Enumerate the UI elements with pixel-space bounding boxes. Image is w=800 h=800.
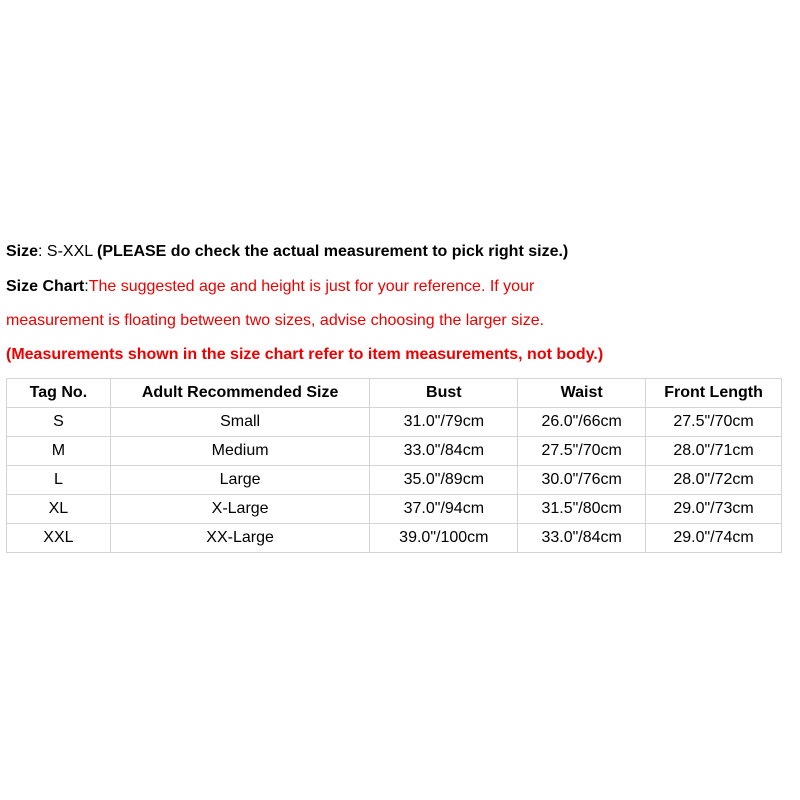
waist-cell: 33.0"/84cm — [518, 524, 646, 553]
header-front-length: Front Length — [646, 379, 782, 408]
front-length-cell: 29.0"/74cm — [646, 524, 782, 553]
size-chart-line — [6, 277, 534, 297]
header-bust: Bust — [370, 379, 518, 408]
size-name-cell: Small — [110, 408, 370, 437]
size-name-cell: Large — [110, 466, 370, 495]
table-row — [7, 524, 782, 553]
waist-cell: 31.5"/80cm — [518, 495, 646, 524]
waist-cell: 30.0"/76cm — [518, 466, 646, 495]
tag-cell: M — [7, 437, 111, 466]
table-row — [7, 408, 782, 437]
front-length-cell: 29.0"/73cm — [646, 495, 782, 524]
item-measurement-note: (Measurements shown in the size chart refer to item measurements, not body.) — [6, 346, 604, 363]
front-length-cell: 28.0"/72cm — [646, 466, 782, 495]
reference-note: The suggested age and height is just for your reference. If your — [88, 278, 535, 295]
size-name-cell: X-Large — [110, 495, 370, 524]
bust-cell: 33.0"/84cm — [370, 437, 518, 466]
table-row — [7, 495, 782, 524]
tag-cell: XXL — [7, 524, 111, 553]
header-tag-no: Tag No. — [7, 379, 111, 408]
size-label: Size — [6, 243, 39, 260]
bust-cell: 37.0"/94cm — [370, 495, 518, 524]
front-length-cell: 28.0"/71cm — [646, 437, 782, 466]
header-adult-size: Adult Recommended Size — [110, 379, 370, 408]
size-name-cell: XX-Large — [110, 524, 370, 553]
waist-cell: 26.0"/66cm — [518, 408, 646, 437]
bust-cell: 35.0"/89cm — [370, 466, 518, 495]
waist-cell: 27.5"/70cm — [518, 437, 646, 466]
header-waist: Waist — [518, 379, 646, 408]
tag-cell: L — [7, 466, 111, 495]
front-length-cell: 27.5"/70cm — [646, 408, 782, 437]
size-range-line — [6, 242, 568, 262]
table-row — [7, 466, 782, 495]
tag-cell: XL — [7, 495, 111, 524]
size-chart-table — [6, 378, 782, 553]
size-chart-separator: : — [84, 278, 89, 295]
size-check-note: (PLEASE do check the actual measurement to pick right size.) — [97, 243, 569, 260]
bust-cell: 39.0"/100cm — [370, 524, 518, 553]
table-row — [7, 437, 782, 466]
size-separator: : — [38, 243, 47, 260]
size-name-cell: Medium — [110, 437, 370, 466]
size-range-value: S-XXL — [46, 243, 97, 260]
table-header-row — [7, 379, 782, 408]
choose-larger-note: measurement is floating between two sizes, advise choosing the larger size. — [6, 312, 545, 329]
bust-cell: 31.0"/79cm — [370, 408, 518, 437]
tag-cell: S — [7, 408, 111, 437]
size-chart-label: Size Chart — [6, 278, 85, 295]
